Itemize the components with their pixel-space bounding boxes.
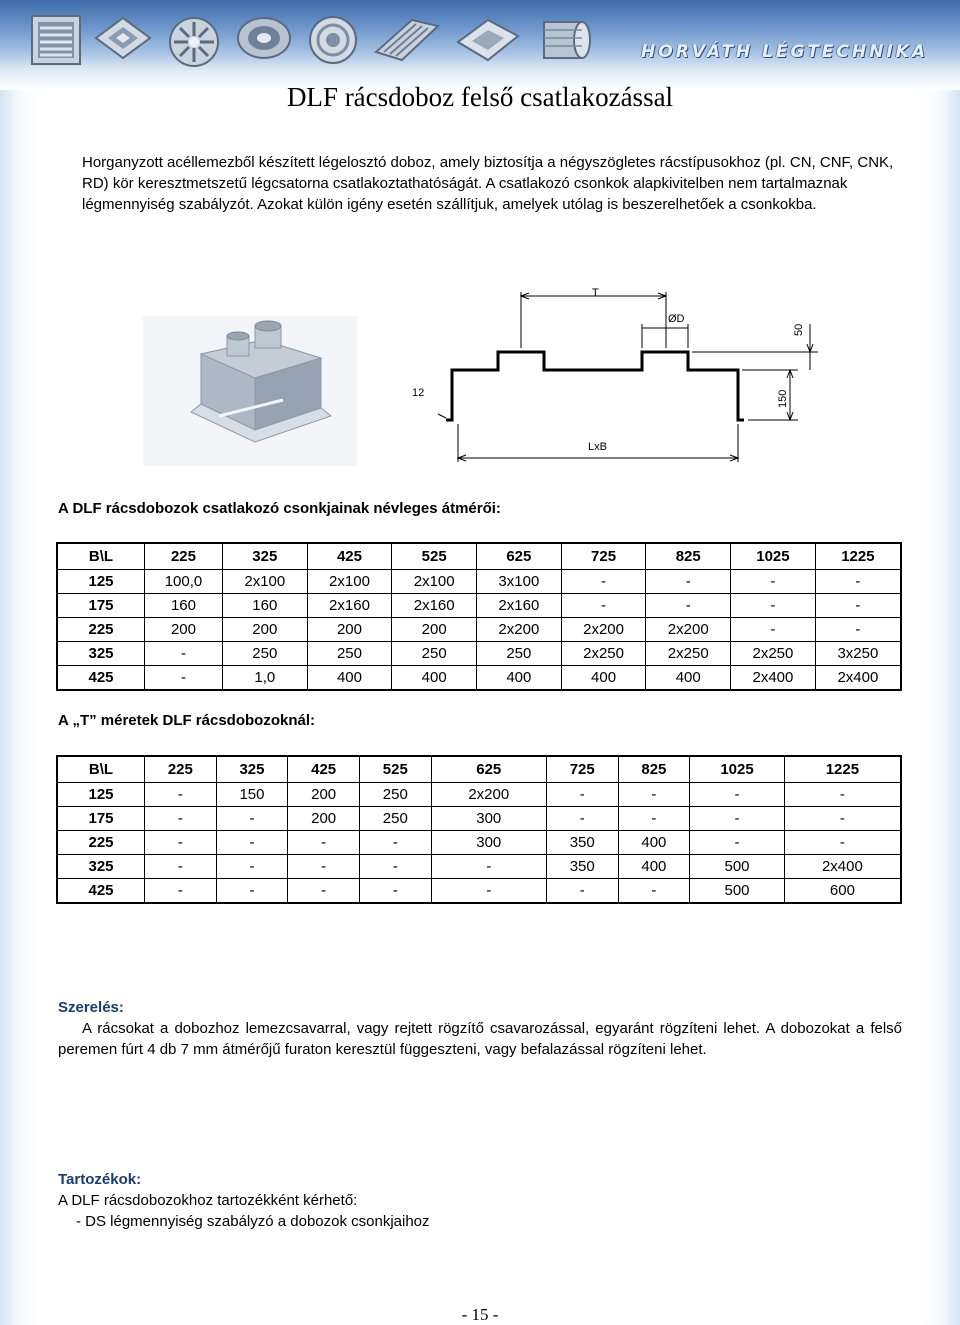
brand-name: HORVÁTH LÉGTECHNIKA <box>641 42 928 62</box>
dim-label-t: T <box>592 287 599 299</box>
table-cell: 175 <box>57 807 145 831</box>
square-plaque-diffuser-icon <box>452 14 522 64</box>
table-cell: B\L <box>57 543 145 570</box>
t-dimension-table <box>56 755 902 904</box>
table-cell: 625 <box>431 756 546 783</box>
table-cell: - <box>431 855 546 879</box>
table-cell: 425 <box>307 543 392 570</box>
table-cell: 2x100 <box>392 570 477 594</box>
table-cell: 160 <box>222 594 307 618</box>
table-cell: - <box>561 594 646 618</box>
page-title: DLF rácsdoboz felső csatlakozással <box>286 82 674 112</box>
table-cell: - <box>815 618 901 642</box>
accessories-intro: A DLF rácsdobozokhoz tartozékként kérhető: <box>58 1192 358 1209</box>
table-cell: - <box>288 831 360 855</box>
table-cell: - <box>646 570 731 594</box>
linear-diffuser-icon <box>372 14 442 64</box>
table-cell: 2x200 <box>477 618 562 642</box>
square-ceiling-diffuser-icon <box>92 14 154 62</box>
table-cell: 250 <box>307 642 392 666</box>
table-cell: - <box>145 807 217 831</box>
table-cell: - <box>288 879 360 904</box>
table-cell: 425 <box>57 666 145 691</box>
table-cell: 1225 <box>815 543 901 570</box>
round-ceiling-diffuser-icon <box>304 14 362 66</box>
table-cell: 200 <box>307 618 392 642</box>
table-cell: - <box>784 831 901 855</box>
table-cell: - <box>731 618 816 642</box>
table-cell: - <box>546 783 618 807</box>
table-cell: - <box>690 831 785 855</box>
table-cell: - <box>359 879 431 904</box>
accessories-item: - DS légmennyiség szabályzó a dobozok csonkjaihoz <box>76 1213 430 1230</box>
installation-heading: Szerelés: <box>58 999 124 1016</box>
table-cell: 2x200 <box>431 783 546 807</box>
table-cell: - <box>815 594 901 618</box>
table-cell: 125 <box>57 783 145 807</box>
table-cell: 225 <box>145 756 217 783</box>
table-cell: 400 <box>618 831 690 855</box>
technical-drawing <box>398 284 818 464</box>
table-cell: 125 <box>57 570 145 594</box>
table-cell: 225 <box>145 543 223 570</box>
table-cell: - <box>618 807 690 831</box>
table-cell: - <box>731 594 816 618</box>
table-cell: 325 <box>57 855 145 879</box>
installation-section <box>58 997 902 1060</box>
table-cell: 3x250 <box>815 642 901 666</box>
table-cell: - <box>546 807 618 831</box>
table-cell: 2x160 <box>307 594 392 618</box>
table-cell: 2x400 <box>731 666 816 691</box>
table-cell: - <box>145 666 223 691</box>
table-cell: 2x250 <box>561 642 646 666</box>
table-cell: 200 <box>392 618 477 642</box>
square-louver-grille-icon <box>30 14 82 66</box>
table-cell: 1,0 <box>222 666 307 691</box>
table-cell: - <box>618 783 690 807</box>
table-cell: - <box>216 831 288 855</box>
dim-label-12: 12 <box>412 387 425 399</box>
table-cell: 325 <box>216 756 288 783</box>
installation-text: A rácsokat a dobozhoz lemezcsavarral, vagy rejtett rögzítő csavarozással, egyaránt rögzíteni lehet. A dobozokat a felső peremen fúrt 4 db 7 mm átmérőjű furaton keresztül függeszteni, vagy befalazással rögzíteni lehet. <box>58 1020 902 1058</box>
table-row <box>57 570 901 594</box>
table-cell: - <box>731 570 816 594</box>
table-cell: - <box>145 642 223 666</box>
table-cell: 400 <box>392 666 477 691</box>
table-cell: - <box>561 570 646 594</box>
intro-paragraph <box>58 152 894 215</box>
header-banner <box>0 0 960 70</box>
table-cell: 400 <box>307 666 392 691</box>
table-cell: 500 <box>690 855 785 879</box>
table-cell: 250 <box>392 642 477 666</box>
table-cell: 425 <box>57 879 145 904</box>
table-cell: 525 <box>359 756 431 783</box>
table-cell: 2x250 <box>731 642 816 666</box>
table-cell: 300 <box>431 831 546 855</box>
table-cell: 625 <box>477 543 562 570</box>
table-cell: 600 <box>784 879 901 904</box>
table-header-row <box>57 543 901 570</box>
table-cell: 400 <box>477 666 562 691</box>
table-cell: - <box>784 783 901 807</box>
table-cell: 2x100 <box>222 570 307 594</box>
intro-text: Horganyzott acéllemezből készített légelosztó doboz, amely biztosítja a négyszögletes rácstípusokhoz (pl. CN, CNF, CNK, RD) kör keresztmetszetű légcsatorna csatlakoztathatóságát. A csatlakozó csonkok alapkivitelben nem tartalmaznak légmennyiség szabályzót. Azokat külön igény esetén szállítjuk, amelyek utólag is beszerelhetőek a csonkokba. <box>82 154 894 213</box>
table-cell: 2x200 <box>561 618 646 642</box>
table-cell: 200 <box>145 618 223 642</box>
table-cell: 2x100 <box>307 570 392 594</box>
table-cell: 250 <box>359 807 431 831</box>
table-cell: - <box>145 879 217 904</box>
table-cell: 200 <box>288 807 360 831</box>
table-cell: - <box>145 831 217 855</box>
table-cell: 1225 <box>784 756 901 783</box>
dim-label-lxb: LxB <box>588 441 607 453</box>
table-header-row <box>57 756 901 783</box>
table-cell: - <box>815 570 901 594</box>
table-cell: 3x100 <box>477 570 562 594</box>
table-cell: 160 <box>145 594 223 618</box>
table-cell: - <box>359 831 431 855</box>
table-cell: - <box>145 855 217 879</box>
table-cell: 250 <box>359 783 431 807</box>
table-cell: 250 <box>222 642 307 666</box>
table-cell: 2x400 <box>815 666 901 691</box>
accessories-section <box>58 1169 902 1232</box>
table-cell: - <box>359 855 431 879</box>
table-cell: 400 <box>561 666 646 691</box>
table-cell: 400 <box>646 666 731 691</box>
table-cell: 200 <box>222 618 307 642</box>
table-cell: 350 <box>546 831 618 855</box>
table-cell: 350 <box>546 855 618 879</box>
table2-heading: A „T” méretek DLF rácsdobozoknál: <box>58 712 315 729</box>
nominal-diameter-table <box>56 542 902 691</box>
table-cell: - <box>216 855 288 879</box>
table-row <box>57 807 901 831</box>
table-cell: - <box>784 807 901 831</box>
table-row <box>57 879 901 904</box>
table-cell: - <box>690 807 785 831</box>
table-row <box>57 642 901 666</box>
table-cell: 2x160 <box>477 594 562 618</box>
table-cell: - <box>690 783 785 807</box>
table-cell: 2x250 <box>646 642 731 666</box>
product-photo <box>143 316 357 466</box>
table-row <box>57 594 901 618</box>
table-cell: - <box>288 855 360 879</box>
table-cell: 2x400 <box>784 855 901 879</box>
table-cell: - <box>145 783 217 807</box>
table-cell: B\L <box>57 756 145 783</box>
table-cell: - <box>546 879 618 904</box>
dim-label-150: 150 <box>777 389 789 408</box>
table-cell: 825 <box>618 756 690 783</box>
table-row <box>57 831 901 855</box>
table1-heading: A DLF rácsdobozok csatlakozó csonkjainak névleges átmérői: <box>58 500 501 517</box>
table-cell: 825 <box>646 543 731 570</box>
accessories-heading: Tartozékok: <box>58 1171 142 1188</box>
table-cell: 725 <box>561 543 646 570</box>
table-cell: 250 <box>477 642 562 666</box>
round-sound-attenuator-icon <box>534 14 594 66</box>
swirl-diffuser-icon <box>166 14 222 70</box>
table-cell: 325 <box>57 642 145 666</box>
table-cell: 725 <box>546 756 618 783</box>
dim-label-50: 50 <box>793 323 805 336</box>
page-number: - 15 - <box>461 1305 499 1324</box>
table-cell: 150 <box>216 783 288 807</box>
table-cell: 500 <box>690 879 785 904</box>
table-cell: 525 <box>392 543 477 570</box>
table-cell: - <box>216 879 288 904</box>
table-cell: 225 <box>57 831 145 855</box>
table-cell: - <box>216 807 288 831</box>
table-cell: 175 <box>57 594 145 618</box>
table-cell: 425 <box>288 756 360 783</box>
table-cell: 1025 <box>690 756 785 783</box>
table-row <box>57 666 901 691</box>
table-cell: - <box>431 879 546 904</box>
table-cell: 325 <box>222 543 307 570</box>
dim-label-diameter: ØD <box>668 313 685 325</box>
table-cell: 2x160 <box>392 594 477 618</box>
table-row <box>57 783 901 807</box>
table-cell: 1025 <box>731 543 816 570</box>
table-row <box>57 618 901 642</box>
table-cell: 200 <box>288 783 360 807</box>
table-cell: 400 <box>618 855 690 879</box>
jet-nozzle-icon <box>234 14 294 62</box>
table-cell: 300 <box>431 807 546 831</box>
table-cell: 225 <box>57 618 145 642</box>
table-cell: - <box>618 879 690 904</box>
table-cell: 2x200 <box>646 618 731 642</box>
table-row <box>57 855 901 879</box>
table-cell: - <box>646 594 731 618</box>
table-cell: 100,0 <box>145 570 223 594</box>
